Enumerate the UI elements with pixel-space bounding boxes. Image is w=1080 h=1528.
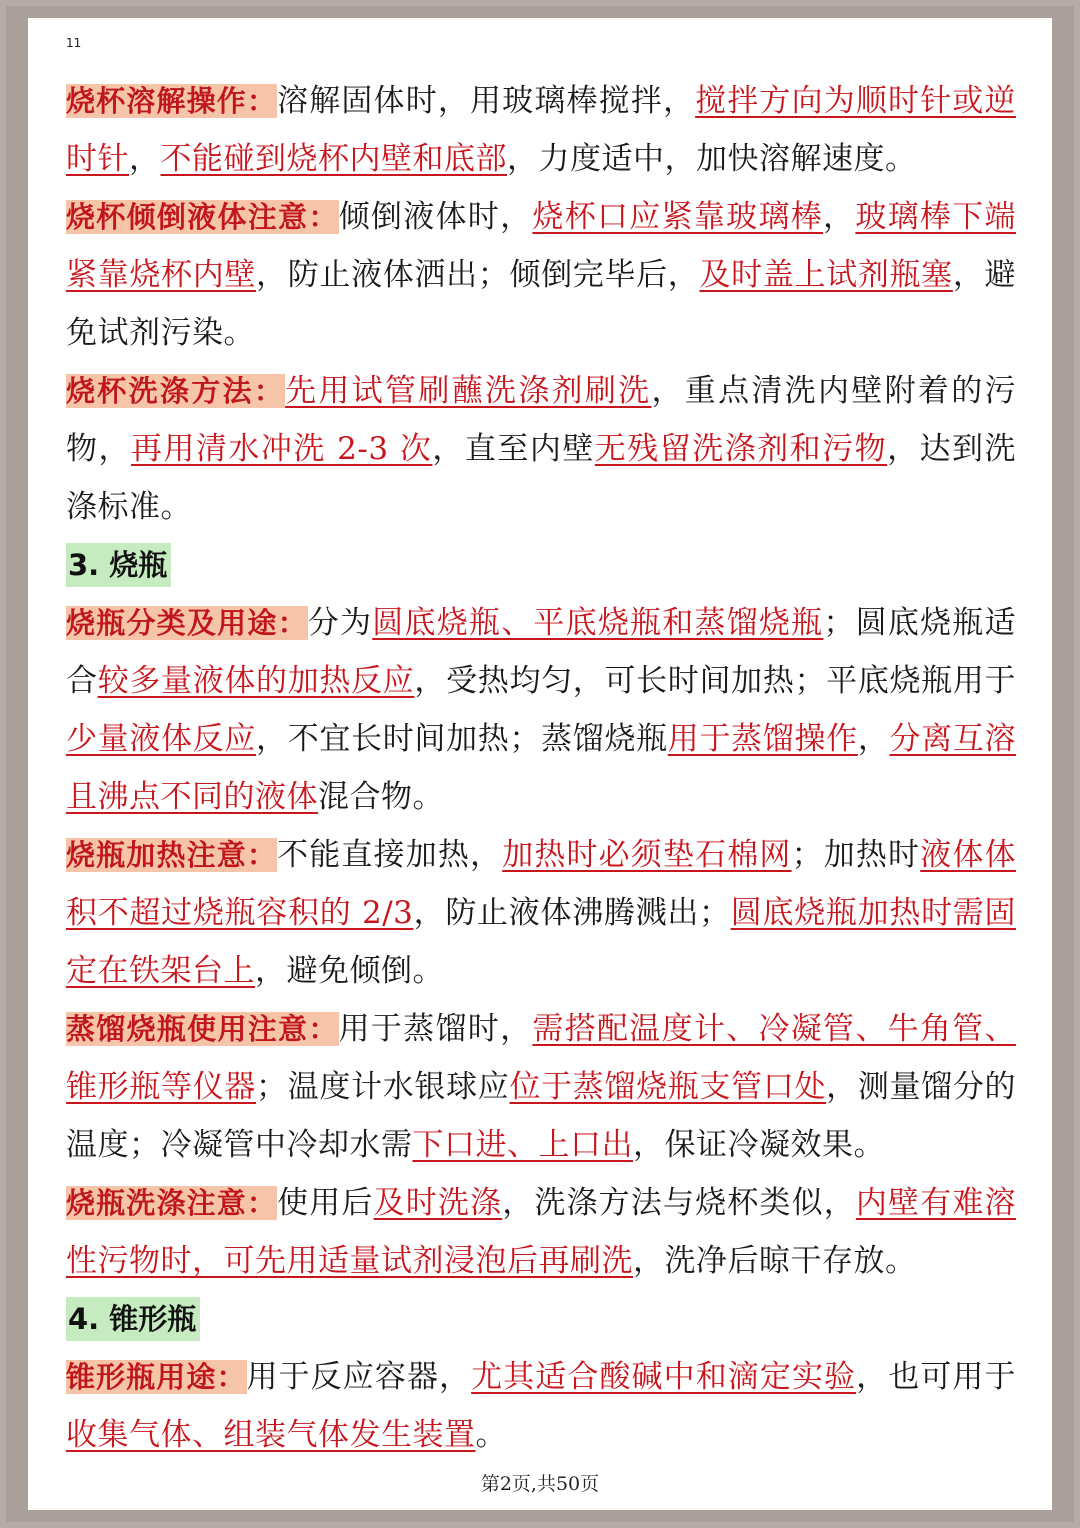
flask-heating-paragraph: 烧瓶加热注意：不能直接加热，加热时必须垫石棉网；加热时液体体积不超过烧瓶容积的 2/3，防止液体沸腾溅出；圆底烧瓶加热时需固定在铁架台上，避免倾倒。 (66, 837, 1017, 989)
key-point: 加热时必须垫石棉网 (502, 837, 792, 873)
key-point: 及时洗涤 (373, 1185, 503, 1221)
paragraph-label: 烧杯倾倒液体注意： (66, 200, 339, 234)
key-point: 无残留洗涤剂和污物 (594, 431, 888, 467)
key-point: 圆底烧瓶加热时需固定在铁架台上 (66, 895, 1017, 989)
key-point: 先用试管刷蘸洗涤剂刷洗 (285, 373, 652, 409)
top-page-number: 11 (66, 36, 82, 50)
distillation-flask-paragraph: 蒸馏烧瓶使用注意：用于蒸馏时，需搭配温度计、冷凝管、牛角管、锥形瓶等仪器；温度计水银球应位于蒸馏烧瓶支管口处，测量馏分的温度；冷凝管中冷却水需下口进、上口出，保证冷凝效果。 (66, 1011, 1017, 1163)
paragraph-label: 蒸馏烧瓶使用注意： (66, 1012, 339, 1046)
paragraph-label: 烧瓶洗涤注意： (66, 1186, 278, 1220)
page-footer: 第2页,共50页 (480, 1473, 600, 1495)
key-point: 尤其适合酸碱中和滴定实验 (471, 1359, 857, 1395)
document-content (66, 72, 1016, 1464)
key-point: 少量液体反应 (66, 721, 257, 757)
paragraph-label: 烧杯洗涤方法： (66, 374, 286, 408)
key-point: 内壁有难溶性污物时，可先用适量试剂浸泡后再刷洗 (66, 1185, 1017, 1279)
key-point: 搅拌方向为顺时针或逆时针 (66, 83, 1017, 177)
key-point: 不能碰到烧杯内壁和底部 (160, 141, 507, 177)
key-point: 及时盖上试剂瓶塞 (699, 257, 953, 293)
flask-types-paragraph: 烧瓶分类及用途：分为圆底烧瓶、平底烧瓶和蒸馏烧瓶；圆底烧瓶适合较多量液体的加热反应，受热均匀，可长时间加热；平底烧瓶用于少量液体反应，不宜长时间加热；蒸馏烧瓶用于蒸馏操作，分离互溶且沸点不同的液体混合物。 (66, 605, 1017, 815)
beaker-pour-paragraph: 烧杯倾倒液体注意：倾倒液体时，烧杯口应紧靠玻璃棒，玻璃棒下端紧靠烧杯内壁，防止液体洒出；倾倒完毕后，及时盖上试剂瓶塞，避免试剂污染。 (66, 199, 1017, 351)
paragraph-label: 烧杯溶解操作： (66, 84, 278, 118)
conical-flask-usage-paragraph: 锥形瓶用途：用于反应容器，尤其适合酸碱中和滴定实验，也可用于收集气体、组装气体发生装置。 (66, 1359, 1016, 1453)
key-point: 需搭配温度计、冷凝管、牛角管、锥形瓶等仪器 (66, 1011, 1017, 1105)
beaker-wash-paragraph: 烧杯洗涤方法：先用试管刷蘸洗涤剂刷洗，重点清洗内壁附着的污物，再用清水冲洗 2-3 次，直至内壁无残留洗涤剂和污物，达到洗涤标准。 (66, 373, 1017, 525)
paragraph-label: 烧瓶分类及用途： (66, 606, 308, 640)
key-point: 烧杯口应紧靠玻璃棒 (532, 199, 824, 235)
key-point: 液体体积不超过烧瓶容积的 2/3 (66, 837, 1017, 931)
key-point: 圆底烧瓶、平底烧瓶和蒸馏烧瓶 (372, 605, 824, 641)
key-point: 位于蒸馏烧瓶支管口处 (509, 1069, 827, 1105)
key-point: 玻璃棒下端紧靠烧杯内壁 (66, 199, 1017, 293)
paragraph-label: 锥形瓶用途： (66, 1360, 247, 1394)
key-point: 用于蒸馏操作 (667, 721, 858, 757)
key-point: 较多量液体的加热反应 (97, 663, 415, 699)
key-point: 分离互溶且沸点不同的液体 (66, 721, 1017, 815)
section-heading-conical-flask: 4. 锥形瓶 (66, 1297, 200, 1341)
key-point: 再用清水冲洗 2-3 次 (130, 431, 433, 467)
beaker-dissolve-paragraph: 烧杯溶解操作：溶解固体时，用玻璃棒搅拌，搅拌方向为顺时针或逆时针，不能碰到烧杯内壁和底部，力度适中，加快溶解速度。 (66, 83, 1017, 177)
flask-wash-paragraph: 烧瓶洗涤注意：使用后及时洗涤，洗涤方法与烧杯类似，内壁有难溶性污物时，可先用适量试剂浸泡后再刷洗，洗净后晾干存放。 (66, 1185, 1017, 1279)
key-point: 收集气体、组装气体发生装置 (66, 1417, 476, 1453)
paragraph-label: 烧瓶加热注意： (66, 838, 278, 872)
section-heading-flask: 3. 烧瓶 (66, 543, 171, 587)
key-point: 下口进、上口出 (412, 1127, 633, 1163)
